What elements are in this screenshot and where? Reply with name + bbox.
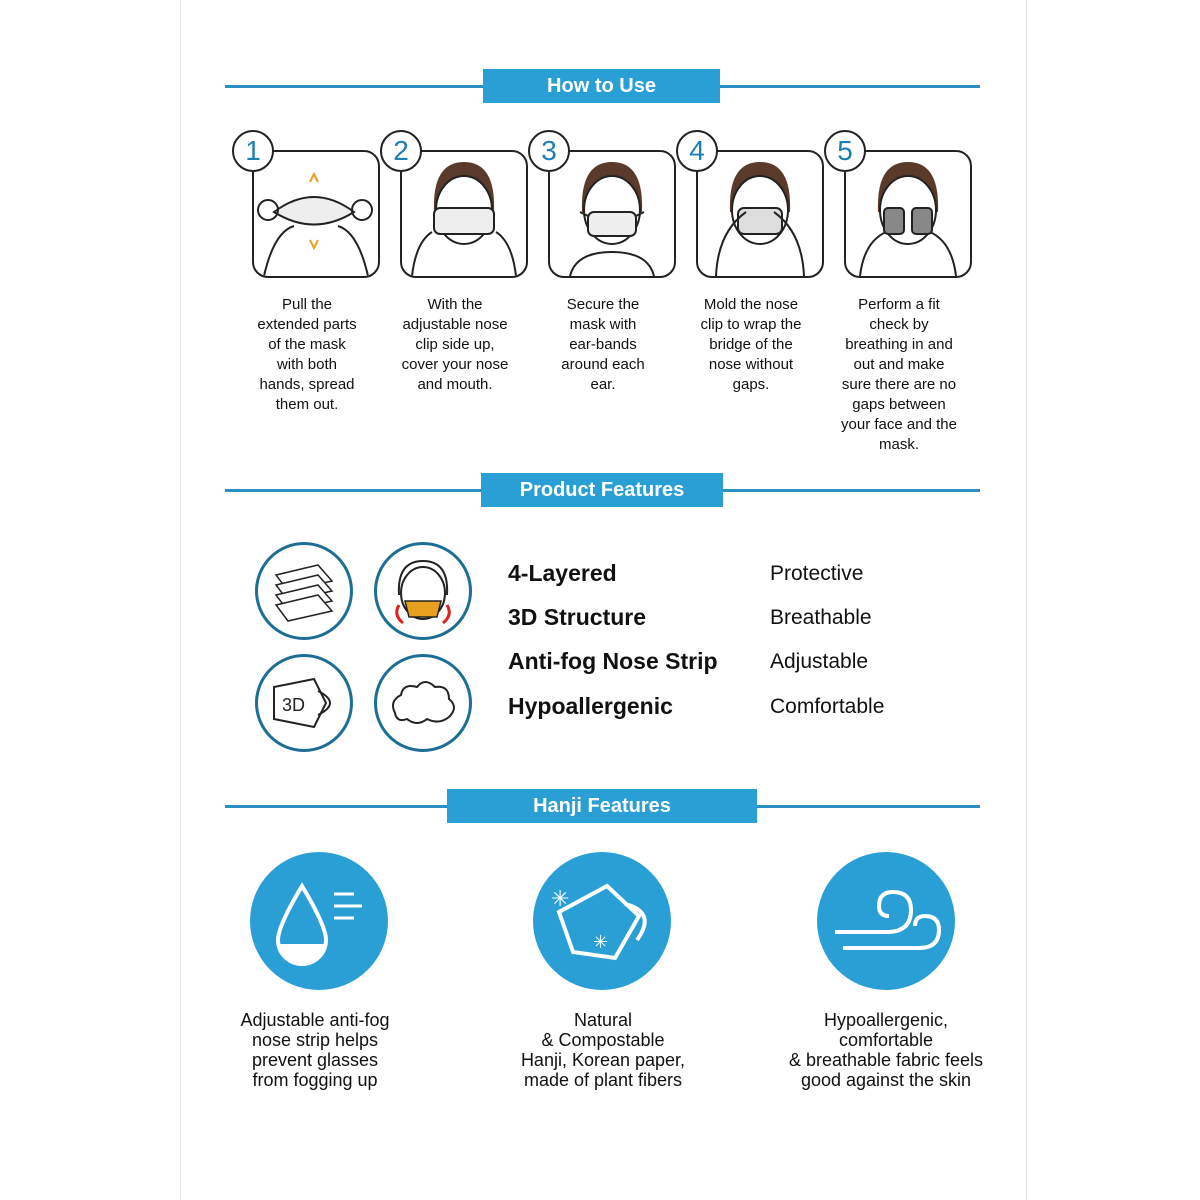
hanji-feature-text: Natural & Compostable Hanji, Korean paper, made of plant fibers: [520, 1010, 686, 1090]
eco-mask-icon: [533, 852, 671, 990]
step-number: 1: [232, 130, 274, 172]
step-illustration: [844, 150, 972, 278]
woman-ear-bands-icon: [550, 152, 674, 276]
svg-text:✳: ✳: [593, 932, 609, 953]
section-title: Hanji Features: [447, 789, 757, 823]
3d-mask-icon: [255, 654, 353, 752]
airflow-icon: [817, 852, 955, 990]
step-number: 2: [380, 130, 422, 172]
layers-icon: [255, 542, 353, 640]
water-drop-icon: [250, 852, 388, 990]
hands-stretch-mask-icon: [254, 152, 378, 276]
cotton-icon: [374, 654, 472, 752]
step-illustration: [252, 150, 380, 278]
hanji-feature-text: Hypoallergenic, comfortable & breathable fabric feels good against the skin: [788, 1010, 984, 1090]
section-title: Product Features: [481, 473, 723, 507]
feature-value: Protective: [770, 562, 864, 585]
woman-mold-nose-icon: [698, 152, 822, 276]
step-number: 4: [676, 130, 718, 172]
step-instruction: Mold the nose clip to wrap the bridge of the nose without gaps.: [700, 296, 802, 393]
woman-fit-check-icon: [846, 152, 970, 276]
feature-name: 4-Layered: [508, 560, 617, 586]
step-illustration: [400, 150, 528, 278]
step-instruction: Secure the mask with ear-bands around each ear.: [561, 296, 645, 393]
step-instruction: Perform a fit check by breathing in and out and make sure there are no gaps between your face and the mask.: [841, 296, 957, 453]
feature-name: Hypoallergenic: [508, 693, 673, 719]
feature-value: Adjustable: [770, 650, 869, 673]
section-title: How to Use: [483, 69, 720, 103]
face-mask-icon: [374, 542, 472, 640]
step-number: 3: [528, 130, 570, 172]
step-illustration: [548, 150, 676, 278]
step-number: 5: [824, 130, 866, 172]
feature-value: Comfortable: [770, 695, 885, 718]
hanji-feature-text: Adjustable anti-fog nose strip helps prevent glasses from fogging up: [240, 1010, 390, 1090]
how-to-use-header: [225, 67, 980, 107]
step-instruction: With the adjustable nose clip side up, cover your nose and mouth.: [401, 296, 509, 393]
3d-label: 3D: [282, 695, 306, 715]
feature-value: Breathable: [770, 606, 872, 629]
product-features-header: [225, 471, 980, 511]
woman-cover-face-icon: [402, 152, 526, 276]
hanji-features-header: [225, 787, 980, 827]
feature-name: Anti-fog Nose Strip: [508, 648, 718, 674]
feature-name: 3D Structure: [508, 604, 647, 630]
step-illustration: [696, 150, 824, 278]
svg-text:✳: ✳: [551, 887, 570, 912]
step-instruction: Pull the extended parts of the mask with both hands, spread them out.: [257, 296, 357, 413]
